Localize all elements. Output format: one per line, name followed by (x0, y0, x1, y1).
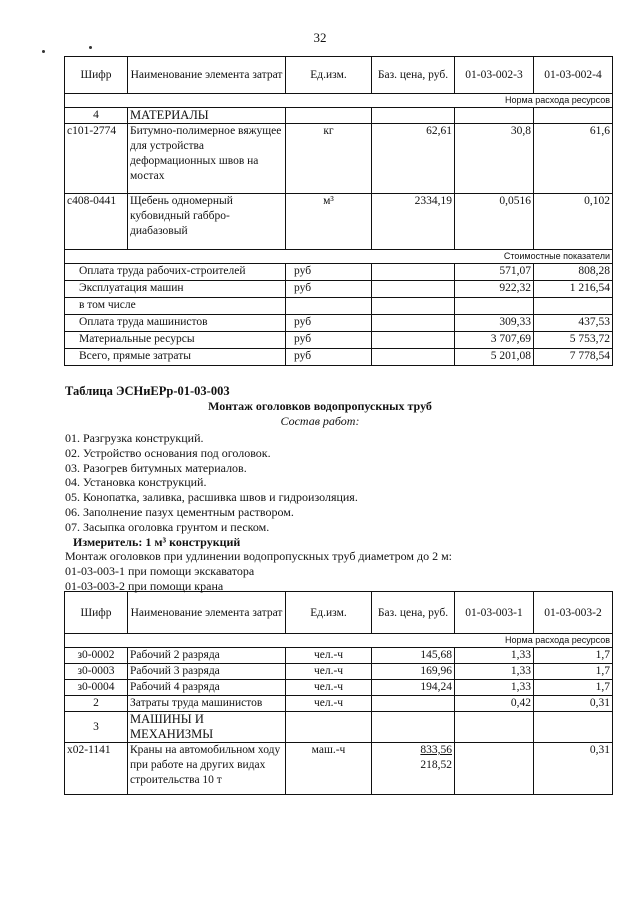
work-item: 06. Заполнение пазух цементным раствором. (65, 504, 294, 519)
worker-price: 169,96 (372, 664, 455, 680)
worker-name: Рабочий 4 разряда (128, 680, 286, 696)
summary-name: Всего, прямые затраты (65, 349, 286, 366)
machine-value-2: 0,31 (534, 743, 613, 795)
table-title: Таблица ЭСНиЕРр-01-03-003 (65, 384, 230, 398)
worker-unit: чел.-ч (286, 664, 372, 680)
summary-value-2: 437,53 (534, 315, 613, 332)
resource-table-1 (64, 56, 613, 366)
work-item: 01. Разгрузка конструкций. (65, 431, 204, 445)
material-code: с408-0441 (65, 194, 128, 250)
worker-value-1: 1,33 (455, 664, 534, 680)
worker-code: з0-0002 (65, 648, 128, 664)
summary-name: Эксплуатация машин (65, 281, 286, 298)
header-code: Шифр (65, 592, 128, 634)
summary-name: Оплата труда рабочих-строителей (65, 264, 286, 281)
section-number: 4 (65, 108, 128, 124)
summary-unit: руб (286, 332, 372, 349)
worker-value-2: 1,7 (534, 680, 613, 696)
header-name: Наименование элемента затрат (128, 592, 286, 634)
material-price: 2334,19 (372, 194, 455, 250)
machine-name: Краны на автомобильном ходу при работе на других видах строительства 10 т (128, 743, 286, 795)
machine-price: 833,56 (420, 744, 452, 756)
machine-price-2: 218,52 (420, 759, 452, 771)
resource-table-2 (64, 591, 613, 795)
material-value-2: 61,6 (534, 124, 613, 194)
labor-row-unit: чел.-ч (286, 696, 372, 712)
worker-name: Рабочий 2 разряда (128, 648, 286, 664)
worker-value-1: 1,33 (455, 648, 534, 664)
summary-name: в том числе (65, 298, 286, 315)
page-number: 32 (313, 30, 327, 45)
material-value-1: 0,0516 (455, 194, 534, 250)
material-value-1: 30,8 (455, 124, 534, 194)
summary-value-1: 3 707,69 (455, 332, 534, 349)
material-price: 62,61 (372, 124, 455, 194)
machine-unit: маш.-ч (286, 743, 372, 795)
work-item: 02. Устройство основания под оголовок. (65, 445, 271, 460)
description: Монтаж оголовков при удлинении водопропускных труб диаметром до 2 м: (65, 549, 452, 564)
summary-value-1: 922,32 (455, 281, 534, 298)
worker-price: 145,68 (372, 648, 455, 664)
work-list (65, 431, 452, 594)
header-unit: Ед.изм. (286, 57, 372, 94)
variant-item: 01-03-003-1 при помощи экскаватора (65, 564, 255, 579)
scan-speck (42, 50, 45, 53)
work-item: 07. Засыпка оголовка грунтом и песком. (65, 519, 270, 534)
header-col2: 01-03-002-4 (534, 57, 613, 94)
header-col1: 01-03-002-3 (455, 57, 534, 94)
summary-unit: руб (286, 264, 372, 281)
worker-value-2: 1,7 (534, 664, 613, 680)
summary-name: Оплата труда машинистов (65, 315, 286, 332)
variant-item: 01-03-003-2 при помощи крана (65, 578, 224, 593)
section-title: МАШИНЫ И МЕХАНИЗМЫ (128, 712, 286, 743)
header-col1: 01-03-003-1 (455, 592, 534, 634)
header-code: Шифр (65, 57, 128, 94)
machine-code: х02-1141 (65, 743, 128, 795)
summary-name: Материальные ресурсы (65, 332, 286, 349)
worker-unit: чел.-ч (286, 680, 372, 696)
norm-label: Норма расхода ресурсов (65, 94, 613, 108)
meter-label: Измеритель: 1 м³ конструкций (73, 534, 241, 549)
labor-row-name: Затраты труда машинистов (128, 696, 286, 712)
summary-value-1: 5 201,08 (455, 349, 534, 366)
summary-value-2: 1 216,54 (534, 281, 613, 298)
labor-row-value-1: 0,42 (455, 696, 534, 712)
summary-unit: руб (286, 315, 372, 332)
summary-value-1: 309,33 (455, 315, 534, 332)
worker-unit: чел.-ч (286, 648, 372, 664)
summary-value-2: 808,28 (534, 264, 613, 281)
worker-name: Рабочий 3 разряда (128, 664, 286, 680)
material-unit: кг (286, 124, 372, 194)
work-item: 05. Конопатка, заливка, расшивка швов и гидроизоляция. (65, 490, 358, 505)
section-title: МАТЕРИАЛЫ (128, 108, 286, 124)
worker-price: 194,24 (372, 680, 455, 696)
summary-value-2: 5 753,72 (534, 332, 613, 349)
worker-code: з0-0003 (65, 664, 128, 680)
scan-speck (89, 46, 92, 49)
table-subtitle: Монтаж оголовков водопропускных труб (208, 399, 432, 413)
work-item: 04. Установка конструкций. (65, 475, 207, 490)
worker-value-2: 1,7 (534, 648, 613, 664)
summary-unit: руб (286, 349, 372, 366)
labor-row-value-2: 0,31 (534, 696, 613, 712)
material-value-2: 0,102 (534, 194, 613, 250)
summary-unit: руб (286, 281, 372, 298)
summary-value-2: 7 778,54 (534, 349, 613, 366)
machine-value-1 (455, 743, 534, 795)
material-name: Битумно-полимерное вяжущее для устройства деформационных швов на мостах (128, 124, 286, 194)
material-code: с101-2774 (65, 124, 128, 194)
material-unit: м³ (286, 194, 372, 250)
section-number: 3 (65, 712, 128, 743)
norm-label: Норма расхода ресурсов (65, 634, 613, 648)
cost-label: Стоимостные показатели (65, 250, 613, 264)
composition-label: Состав работ: (280, 414, 360, 428)
header-price: Баз. цена, руб. (372, 57, 455, 94)
labor-row-number: 2 (65, 696, 128, 712)
header-unit: Ед.изм. (286, 592, 372, 634)
material-name: Щебень одномерный кубовидный габбро-диабазовый (128, 194, 286, 250)
worker-value-1: 1,33 (455, 680, 534, 696)
worker-code: з0-0004 (65, 680, 128, 696)
header-col2: 01-03-003-2 (534, 592, 613, 634)
header-name: Наименование элемента затрат (128, 57, 286, 94)
work-item: 03. Разогрев битумных материалов. (65, 460, 247, 475)
summary-value-1: 571,07 (455, 264, 534, 281)
header-price: Баз. цена, руб. (372, 592, 455, 634)
